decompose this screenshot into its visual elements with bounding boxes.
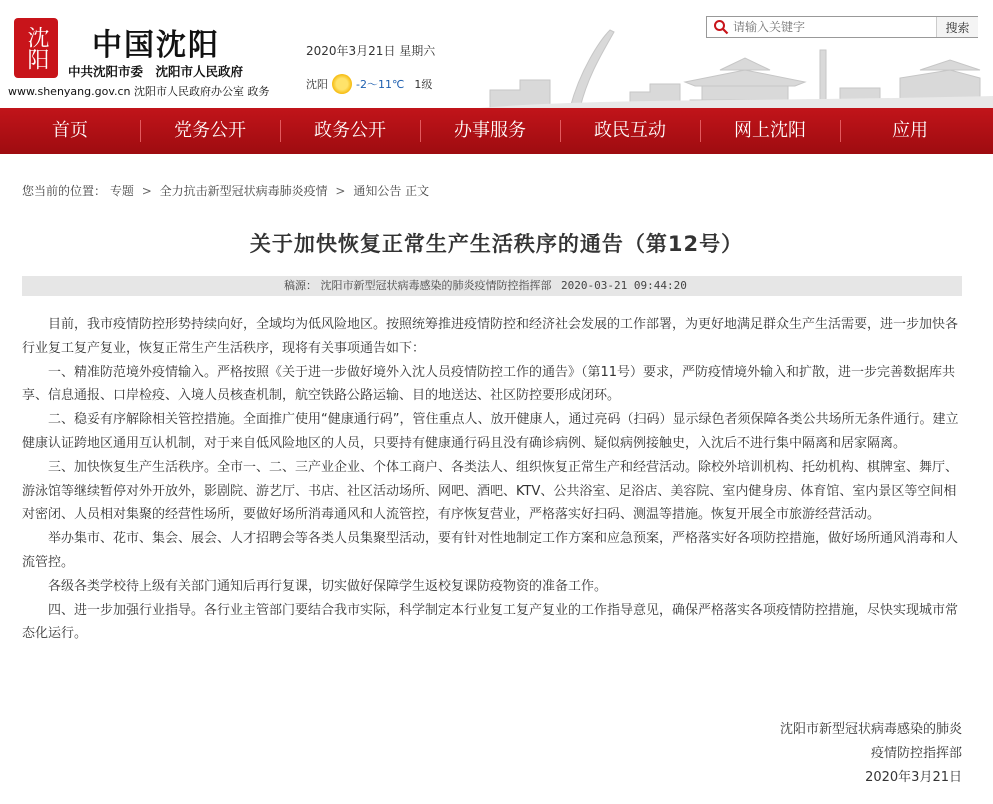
- site-header: [0, 0, 993, 108]
- article-meta: [22, 276, 962, 296]
- signature-org-line1: 沈阳市新型冠状病毒感染的肺炎: [779, 722, 962, 737]
- search-icon: [713, 19, 729, 35]
- article-body: [22, 313, 962, 646]
- article-source: 沈阳市新型冠状病毒感染的肺炎疫情防控指挥部: [320, 279, 552, 292]
- article-paragraph: 三、加快恢复生产生活秩序。全市一、二、三产业企业、个体工商户、各类法人、组织恢复正常生产和经营活动。除校外培训机构、托幼机构、棋牌室、舞厅、游泳馆等继续暂停对外开放外，影剧院、游艺厅、书店、社区活动场所、网吧、酒吧、KTV、公共浴室、足浴店、美容院、室内健身房、体育馆、室内景区等空间相对密闭、人员相对集聚的经营性场所，要做好场所消毒通风和人流管控，有序恢复营业，严格落实好扫码、测温等措施。恢复开展全市旅游经营活动。: [22, 459, 959, 523]
- nav-item-online-shenyang[interactable]: 网上沈阳: [700, 108, 840, 154]
- search-button[interactable]: 搜索: [936, 17, 978, 37]
- article-paragraph: 四、进一步加强行业指导。各行业主管部门要结合我市实际，科学制定本行业复工复产复业的工作指导意见，确保严格落实各项疫情防控措施，尽快实现城市常态化运行。: [22, 602, 959, 642]
- breadcrumb-link[interactable]: 专题: [109, 184, 134, 198]
- signature-org-line2: 疫情防控指挥部: [870, 746, 962, 761]
- nav-item-apps[interactable]: 应用: [840, 108, 980, 154]
- header-date: 2020年3月21日 星期六: [306, 44, 436, 58]
- sun-icon: [332, 74, 352, 94]
- nav-item-interaction[interactable]: 政民互动: [560, 108, 700, 154]
- article-paragraph: 举办集市、花市、集会、展会、人才招聘会等各类人员集聚型活动，要有针对性地制定工作方案和应急预案，严格落实好各项防控措施，做好场所通风消毒和人流管控。: [22, 531, 959, 570]
- weather-widget: [306, 74, 432, 94]
- weather-city: 沈阳: [306, 78, 328, 91]
- article-paragraph: 一、精准防范境外疫情输入。严格按照《关于进一步做好境外入沈人员疫情防控工作的通告》（第11号）要求，严防疫情境外输入和扩散，进一步完善数据库共享、信息通报、口岸检疫、入境人员核查机制，航空铁路公路运输、目的地送达、社区防控要形成闭环。: [22, 364, 956, 404]
- nav-item-party-affairs[interactable]: 党务公开: [140, 108, 280, 154]
- breadcrumb-current: 正文: [405, 184, 430, 198]
- source-label: 稿源：: [284, 279, 317, 292]
- nav-item-services[interactable]: 办事服务: [420, 108, 560, 154]
- city-logo[interactable]: 沈阳: [14, 18, 58, 78]
- weather-temp: -2～11℃: [356, 78, 405, 91]
- article-title: 关于加快恢复正常生产生活秩序的通告（第12号）: [249, 232, 744, 256]
- signature-date: 2020年3月21日: [865, 770, 962, 785]
- breadcrumb-link[interactable]: 通知公告: [353, 184, 402, 198]
- article-signature: [780, 718, 962, 790]
- site-subtitle: 中共沈阳市委 沈阳市人民政府: [68, 64, 244, 79]
- breadcrumb-prefix: 您当前的位置：: [22, 184, 107, 198]
- site-url: www.shenyang.gov.cn 沈阳市人民政府办公室 政务: [8, 85, 270, 98]
- site-title[interactable]: 中国沈阳: [92, 28, 220, 63]
- chevron-right-icon: >: [141, 184, 152, 198]
- main-nav: [0, 108, 993, 154]
- search-input[interactable]: [733, 20, 923, 34]
- chevron-right-icon: >: [335, 184, 346, 198]
- breadcrumb-link[interactable]: 全力抗击新型冠状病毒肺炎疫情: [159, 184, 328, 198]
- article-paragraph: 目前，我市疫情防控形势持续向好，全域均为低风险地区。按照统筹推进疫情防控和经济社会发展的工作部署，为更好地满足群众生产生活需要，进一步加快各行业复工复产复业，恢复正常生产生活秩序，现将有关事项通告如下：: [22, 317, 959, 356]
- breadcrumb: [22, 182, 429, 199]
- article-datetime: 2020-03-21 09:44:20: [561, 279, 687, 292]
- weather-wind: 1级: [414, 78, 433, 91]
- article-paragraph: 二、稳妥有序解除相关管控措施。全面推广使用“健康通行码”，管住重点人、放开健康人，通过亮码（扫码）显示绿色者须保障各类公共场所无条件通行。建立健康认证跨地区通用互认机制，对于来自低风险地区的人员，只要持有健康通行码且没有确诊病例、疑似病例接触史，入沈后不进行集中隔离和居家隔离。: [22, 412, 959, 451]
- article-paragraph: 各级各类学校待上级有关部门通知后再行复课，切实做好保障学生返校复课防疫物资的准备工作。: [48, 578, 608, 594]
- nav-item-home[interactable]: 首页: [52, 120, 88, 141]
- nav-item-gov-affairs[interactable]: 政务公开: [280, 108, 420, 154]
